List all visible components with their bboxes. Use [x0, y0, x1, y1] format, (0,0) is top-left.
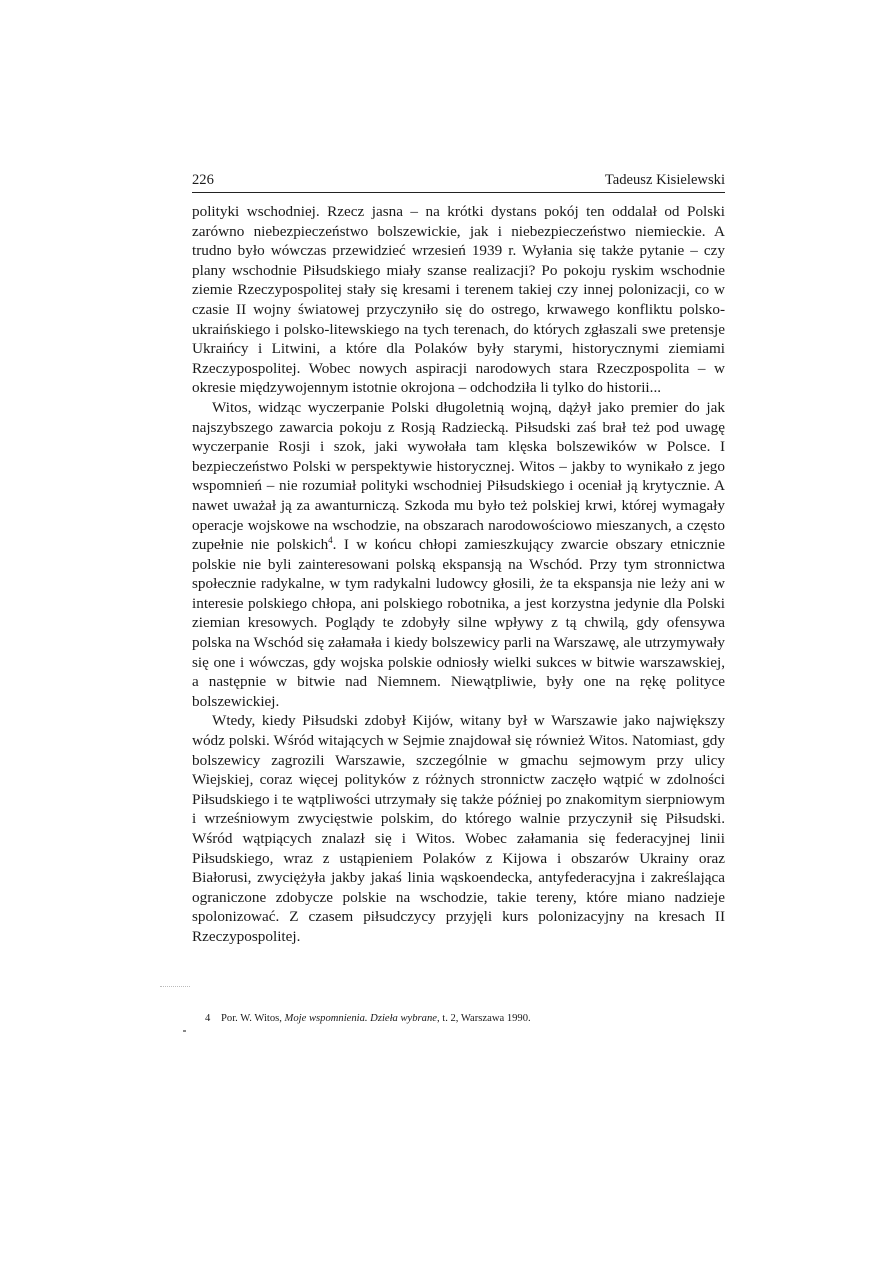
- body-text: [192, 202, 725, 947]
- footnote-text-after: , t. 2, Warszawa 1990.: [436, 1013, 531, 1024]
- running-header-author: Tadeusz Kisielewski: [604, 172, 725, 188]
- paragraph-1: polityki wschodniej. Rzecz jasna – na krótki dystans pokój ten oddalał od Polski zarówno niebezpieczeństwo bolszewickie, jak i niebezpieczeństwo niemieckie. A trudno było wówczas przewidzieć wrzesień 1939 r. Wyłania się także pytanie – czy plany wschodnie Piłsudskiego miały szanse realizacji? Po pokoju ryskim wschodnie ziemie Rzeczypospolitej stały się kresami i terenem takiej czy innej polonizacji, co w czasie II wojny światowej przyczyniło się do ostrego, krwawego konfliktu polsko-ukraińskiego i polsko-litewskiego na tych terenach, do których zgłaszali swe pretensje Ukraińcy i Litwini, a które dla Polaków były starymi, historycznymi ziemiami Rzeczypospolitej. Wobec nowych aspiracji narodowych stara Rzeczpospolita – w okresie międzywojennym istotnie okrojona – odchodziła li tylko do historii...: [192, 203, 725, 397]
- footnote: [205, 1012, 725, 1026]
- footnote-text-before: Por. W. Witos,: [221, 1013, 285, 1024]
- paragraph-3: Wtedy, kiedy Piłsudski zdobył Kijów, witany był w Warszawie jako największy wódz polski. Wśród witających w Sejmie znajdował się również Witos. Natomiast, gdy bolszewicy zagrozili Warszawie, szczególnie w gmachu sejmowym przy ulicy Wiejskiej, coraz więcej polityków z różnych stronnictw zaczęło wątpić w zdolności Piłsudskiego i te wątpliwości utrzymały się także później po znakomitym sierpniowym i wrześniowym zwycięstwie polskim, do którego walnie przyczynił się Piłsudski. Wśród wątpiących znalazł się i Witos. Wobec załamania się federacyjnej linii Piłsudskiego, wraz z ustąpieniem Polaków z Kijowa i obszarów Ukrainy oraz Białorusi, zwyciężyła jakby jakaś linia wąskoendecka, antyfederacyjna i zakreślająca ograniczone zdobycze polskie na wschodzie, takie tereny, które miano nadzieje spolonizować. Z czasem piłsudczycy przyjęli kurs polonizacyjny na kresach II Rzeczypospolitej.: [192, 712, 725, 945]
- paragraph-2-continuation: . I w końcu chłopi zamieszkujący zwarcie obszary etnicznie polskie nie byli zainteresowani polską ekspansją na Wschód. Przy tym stronnictwa społecznie radykalne, w tym radykalni ludowcy głosili, że ta ekspansja nie leży ani w interesie polskiego chłopa, ani polskiego robotnika, a jest korzystna jedynie dla Polski ziemian kresowych. Poglądy te zdobyły silne wpływy z tą chwilą, gdy ofensywa polska na Wschód się załamała i kiedy bolszewicy parli na Warszawę, ale utrzymywały się one i wówczas, gdy wojska polskie odniosły wielki sukces w bitwie warszawskiej, a następnie w bitwie nad Niemnem. Niewątpliwie, były one na rękę polityce bolszewickiej.: [192, 536, 725, 710]
- footnote-reference: 4: [328, 535, 333, 546]
- stray-mark: [183, 1030, 186, 1032]
- footnote-number: 4: [205, 1013, 211, 1024]
- page-number: 226: [192, 172, 214, 188]
- paragraph-2-text: Witos, widząc wyczerpanie Polski długoletnią wojną, dążył jako premier do jak najszybszego zawarcia pokoju z Rosją Radziecką. Piłsudski zaś brał też pod uwagę wyczerpanie Rosji i szok, jaki wywołała tam klęska bolszewików w Polsce. I bezpieczeństwo Polski w perspektywie historycznej. Witos – jakby to wynikało z jego wspomnień – nie rozumiał polityki wschodniej Piłsudskiego i oceniał ją krytycznie. A nawet uważał ją za awanturniczą. Szkoda mu było też polskiej krwi, której wymagały operacje wojskowe na wschodzie, na obszarach narodowościowo mieszanych, a często zupełnie nie polskich: [192, 398, 725, 554]
- footnote-separator: [160, 986, 190, 987]
- paragraph-2: [192, 398, 725, 712]
- footnote-title: Moje wspomnienia. Dzieła wybrane: [284, 1013, 437, 1024]
- running-header: [192, 170, 725, 193]
